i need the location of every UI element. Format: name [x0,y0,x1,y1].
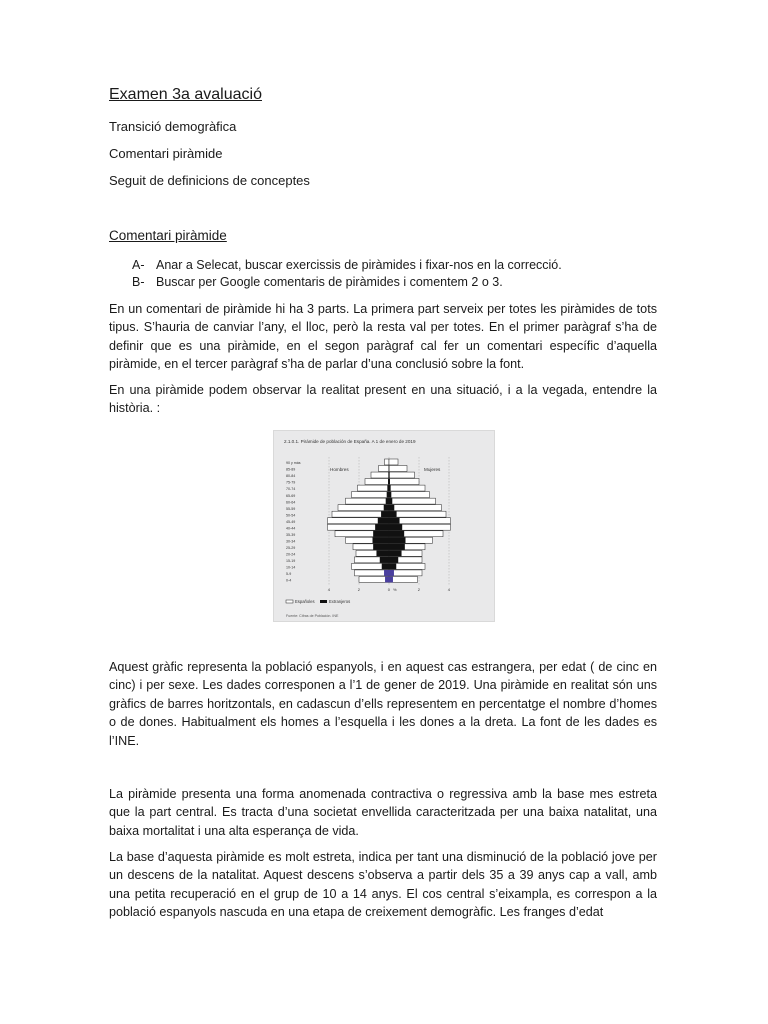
axis-tick-label: 2 [357,587,361,592]
women-bar [389,479,419,485]
legend-spanish-swatch [286,600,293,603]
men-foreign-bar [373,537,390,543]
age-group-label: 50-54 [286,513,296,518]
women-label: Mujeres [424,467,441,472]
men-foreign-bar [388,472,389,478]
paragraph: La base d’aquesta piràmide es molt estreta, indica per tant una disminució de la població jove per un descens de la natalitat. Aquest descens s’observa a partir dels 35 a 39 anys cap a vall, amb una petita recuperació en el grup de 10 a 14 anys. El cos central s’eixampla, es correspon a la població espanyols nascuda en una etapa de creixement demogràfic. Les franges d’edat [109,850,657,920]
age-group-label: 65-69 [286,493,296,498]
men-foreign-bar [381,511,389,517]
list-item-text: Anar a Selecat, buscar exercissis de piràmides i fixar-nos en la correcció. [156,258,562,272]
women-foreign-bar [389,563,396,569]
age-group-label: 10-14 [286,565,296,570]
instruction-list [132,257,562,291]
paragraph: La piràmide presenta una forma anomenada contractiva o regressiva amb la base mes estreta que la part central. Es tracta d’una societat envellida caracteritzada per una baixa natalitat, una baixa mortalitat i una alta esperança de vida. [109,787,657,838]
topic-line: Transició demogràfica [109,119,237,134]
women-foreign-bar [389,531,404,537]
women-bar [389,505,442,511]
age-group-label: 45-49 [286,519,296,524]
women-foreign-bar [389,550,402,556]
women-foreign-bar [389,505,394,511]
topic-line: Seguit de definicions de conceptes [109,173,310,188]
age-group-label: 85-89 [286,467,296,472]
women-foreign-bar [389,524,402,530]
topic-line: Comentari piràmide [109,146,223,161]
axis-tick-label: 4 [447,587,451,592]
women-bar [389,459,398,465]
men-foreign-bar [376,550,389,556]
women-foreign-bar [389,498,392,504]
men-foreign-bar [378,518,389,524]
men-bar [385,459,390,465]
men-bar [358,485,390,491]
section-heading: Comentari piràmide [109,228,227,243]
men-foreign-bar [384,570,389,576]
women-foreign-bar [389,544,405,550]
men-foreign-bar [375,524,389,530]
age-group-label: 30-34 [286,539,296,544]
axis-tick-label: 2 [417,587,421,592]
legend-spanish-label: Españoles [295,599,315,604]
women-bar [389,485,425,491]
women-bar [389,466,407,472]
men-foreign-bar [385,576,389,582]
paragraph: En una piràmide podem observar la realitat present en una situació, i a la vegada, entendre la història. : [109,383,657,416]
men-foreign-bar [387,485,389,491]
men-bar [355,570,390,576]
axis-ticks [328,587,451,592]
women-foreign-bar [389,570,394,576]
axis-tick-label: 0 [387,587,391,592]
men-bar [352,492,390,498]
age-group-label: 20-24 [286,552,296,557]
axis-unit-label: % [393,587,397,592]
axis-tick-label: 4 [327,587,331,592]
list-marker: A- [132,258,145,272]
men-foreign-bar [373,544,389,550]
age-group-label: 60-64 [286,500,296,505]
age-group-label: 35-39 [286,532,296,537]
paragraph: En un comentari de piràmide hi ha 3 parts. La primera part serveix per totes les piràmides de tots tipus. S’hauria de canviar l’any, el lloc, però la resta val per totes. En el primer paràgraf s’ha de definir que es una piràmide, en el segon paràgraf cal fer un comentari específic d’aquella piràmide, en el tercer paràgraf s’ha de parlar d’una conclusió sobre la font. [109,302,657,372]
age-labels [286,461,301,582]
men-foreign-bar [384,505,389,511]
list-marker: B- [132,275,145,289]
list-item [132,257,562,274]
women-foreign-bar [389,492,391,498]
legend-foreign-swatch [320,600,327,603]
age-group-label: 55-59 [286,506,296,511]
women-foreign-bar [389,479,390,485]
men-bar [365,479,389,485]
women-bar [389,576,418,582]
men-foreign-bar [388,479,389,485]
women-foreign-bar [389,485,391,491]
age-group-label: 40-44 [286,526,296,531]
figure-source: Fuente: Cifras de Población. INE [286,614,339,618]
age-group-label: 5-9 [286,572,292,577]
men-foreign-bar [386,498,389,504]
list-item [132,274,562,291]
women-foreign-bar [389,537,406,543]
men-bar [338,505,389,511]
age-group-label: 90 y más [286,461,301,466]
document-title: Examen 3a avaluació [109,86,262,103]
age-group-label: 75-79 [286,480,296,485]
men-bar [332,511,389,517]
age-group-label: 15-19 [286,559,296,564]
women-bar [389,570,422,576]
population-pyramid-figure [273,430,495,622]
women-foreign-bar [389,472,390,478]
men-foreign-bar [382,563,389,569]
legend-foreign-label: Extranjeros [329,599,351,604]
pyramid-bars [328,459,451,582]
list-item-text: Buscar per Google comentaris de piràmides i comentem 2 o 3. [156,275,503,289]
women-bar [389,472,415,478]
population-pyramid-chart [274,431,494,621]
men-bar [371,472,389,478]
men-foreign-bar [373,531,389,537]
age-group-label: 25-29 [286,545,296,550]
women-foreign-bar [389,511,397,517]
women-bar [389,498,436,504]
figure-caption: 2.1.0.1. Pirámide de población de España. A 1 de enero de 2019 [284,439,416,444]
paragraph: Aquest gràfic representa la població espanyols, i en aquest cas estrangera, per edat ( de cinc en cinc) i per sexe. Les dades corresponen a l’1 de gener de 2019. Una piràmide en realitat són uns gràfics de barres horitzontals, en cadascun d’ells representem en percentatge el nombre d’homes o de dones. Habitualment els homes a l’esquella i les dones a la dreta. La font de les dades es l’INE. [109,660,657,748]
age-group-label: 0-4 [286,578,292,583]
women-foreign-bar [389,576,393,582]
men-bar [346,498,390,504]
men-foreign-bar [380,557,389,563]
women-foreign-bar [389,557,398,563]
age-group-label: 70-74 [286,487,296,492]
men-foreign-bar [387,492,389,498]
men-bar [379,466,390,472]
women-bar [389,492,430,498]
women-bar [389,511,446,517]
men-bar [359,576,389,582]
women-foreign-bar [389,518,400,524]
men-label: Hombres [330,467,349,472]
age-group-label: 80-84 [286,474,296,479]
